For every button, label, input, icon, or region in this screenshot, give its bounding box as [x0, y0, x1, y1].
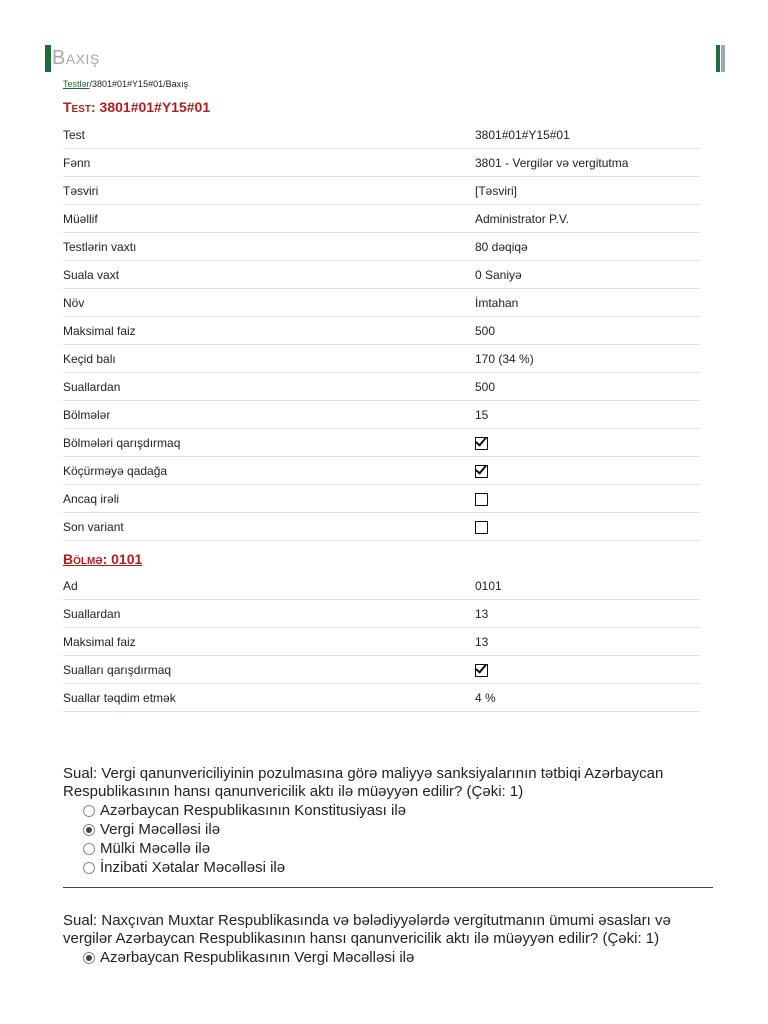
property-label: Fənn: [63, 149, 475, 177]
property-label: Köçürməyə qadağa: [63, 457, 475, 485]
answer-option-label: İnzibati Xətalar Məcəlləsi ilə: [100, 858, 286, 876]
property-value: İmtahan: [475, 289, 700, 317]
question-block: [63, 912, 723, 967]
property-value: 3801#01#Y15#01: [475, 121, 700, 149]
property-value: 13: [475, 600, 700, 628]
property-label: Növ: [63, 289, 475, 317]
property-label: Test: [63, 121, 475, 149]
page-title: Baxış: [52, 47, 100, 69]
property-value: 500: [475, 373, 700, 401]
radio-icon[interactable]: [83, 862, 95, 874]
property-value: 0101: [475, 572, 700, 600]
property-label: Bölmələr: [63, 401, 475, 429]
radio-icon[interactable]: [83, 805, 95, 817]
property-value: 15: [475, 401, 700, 429]
property-row: [63, 429, 700, 457]
property-value: [Təsviri]: [475, 177, 700, 205]
property-value: 13: [475, 628, 700, 656]
radio-icon[interactable]: [83, 843, 95, 855]
property-row: [63, 373, 700, 401]
property-value: 0 Saniyə: [475, 261, 700, 289]
answer-option-label: Azərbaycan Respublikasının Vergi Məcəlləsi ilə: [100, 948, 415, 966]
property-checkbox-cell: [475, 429, 700, 457]
test-properties-table: [63, 121, 700, 541]
property-label: Suallardan: [63, 373, 475, 401]
property-label: Suallardan: [63, 600, 475, 628]
property-row: [63, 513, 700, 541]
property-row: [63, 656, 700, 684]
property-label: Son variant: [63, 513, 475, 541]
property-row: [63, 628, 700, 656]
property-row: [63, 572, 700, 600]
property-row: [63, 149, 700, 177]
property-label: Sualları qarışdırmaq: [63, 656, 475, 684]
property-label: Ad: [63, 572, 475, 600]
property-label: Müəllif: [63, 205, 475, 233]
property-row: [63, 485, 700, 513]
property-row: [63, 233, 700, 261]
property-row: [63, 457, 700, 485]
answer-option-label: Mülki Məcəllə ilə: [100, 839, 211, 857]
header-right-bar: [716, 45, 725, 72]
answer-option[interactable]: [83, 858, 723, 877]
test-title: Test: 3801#01#Y15#01: [63, 99, 211, 115]
property-value: 500: [475, 317, 700, 345]
breadcrumb-path: /3801#01#Y15#01/Baxış: [89, 79, 189, 89]
property-value: Administrator P.V.: [475, 205, 700, 233]
radio-selected-icon[interactable]: [83, 824, 95, 836]
unchecked-checkbox-icon: [475, 521, 488, 534]
property-row: [63, 121, 700, 149]
property-row: [63, 345, 700, 373]
answer-option[interactable]: [83, 801, 723, 820]
property-value: 3801 - Vergilər və vergitutma: [475, 149, 700, 177]
checked-checkbox-icon: [475, 465, 488, 478]
header-accent-bar: [45, 45, 51, 72]
question-divider: [63, 887, 713, 888]
answer-option[interactable]: [83, 820, 723, 839]
property-label: Keçid balı: [63, 345, 475, 373]
property-value: 4 %: [475, 684, 700, 712]
answer-option-label: Vergi Məcəlləsi ilə: [100, 820, 221, 838]
property-label: Ancaq irəli: [63, 485, 475, 513]
answer-option[interactable]: [83, 839, 723, 858]
section-title[interactable]: Bölmə: 0101: [63, 551, 143, 567]
property-value: 170 (34 %): [475, 345, 700, 373]
property-checkbox-cell: [475, 513, 700, 541]
answer-option[interactable]: [83, 948, 723, 967]
property-row: [63, 289, 700, 317]
section-properties-table: [63, 572, 700, 712]
property-row: [63, 401, 700, 429]
property-row: [63, 684, 700, 712]
question-block: [63, 765, 723, 877]
property-label: Suala vaxt: [63, 261, 475, 289]
property-checkbox-cell: [475, 656, 700, 684]
property-row: [63, 317, 700, 345]
property-checkbox-cell: [475, 485, 700, 513]
property-label: Suallar təqdim etmək: [63, 684, 475, 712]
property-row: [63, 261, 700, 289]
property-row: [63, 205, 700, 233]
property-label: Maksimal faiz: [63, 628, 475, 656]
checked-checkbox-icon: [475, 437, 488, 450]
radio-selected-icon[interactable]: [83, 952, 95, 964]
property-value: 80 dəqiqə: [475, 233, 700, 261]
property-label: Təsviri: [63, 177, 475, 205]
property-label: Maksimal faiz: [63, 317, 475, 345]
breadcrumb: [63, 79, 188, 89]
property-label: Testlərin vaxtı: [63, 233, 475, 261]
question-text: Sual: Naxçıvan Muxtar Respublikasında və bələdiyyələrdə vergitutmanın ümumi əsasları və vergilər Azərbaycan Respublikasının hansı qanunvericilik aktı ilə müəyyən edilir? (Çəki: 1): [63, 912, 671, 947]
property-row: [63, 177, 700, 205]
property-checkbox-cell: [475, 457, 700, 485]
answer-option-label: Azərbaycan Respublikasının Konstitusiyası ilə: [100, 801, 406, 819]
property-row: [63, 600, 700, 628]
property-label: Bölmələri qarışdırmaq: [63, 429, 475, 457]
checked-checkbox-icon: [475, 664, 488, 677]
breadcrumb-link-tests[interactable]: Testlər: [63, 79, 90, 89]
unchecked-checkbox-icon: [475, 493, 488, 506]
question-text: Sual: Vergi qanunvericiliyinin pozulmasına görə maliyyə sanksiyalarının tətbiqi Azərbaycan Respublikasının hansı qanunvericilik aktı ilə müəyyən edilir? (Çəki: 1): [63, 765, 664, 800]
